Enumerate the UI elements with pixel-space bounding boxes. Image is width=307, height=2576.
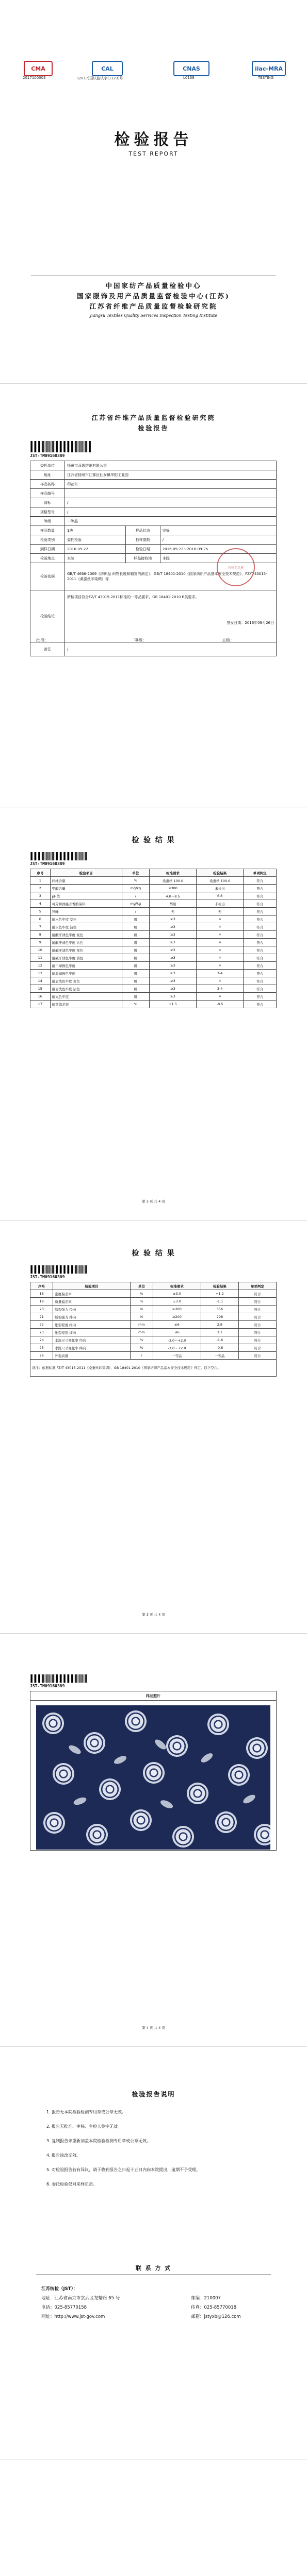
floral-motif [186,1782,209,1805]
table-row: 样品数量 1块 样品状态 完好 [30,526,277,535]
table-row: 12 耐干摩擦色牢度 级 ≥3 4 符合 [30,962,277,970]
contact-postcode: 邮编：210007 [191,2296,221,2301]
notice-title: 检验报告说明 [132,2091,175,2098]
table-row: 14 耐皂洗色牢度 变色 级 ≥3 4 符合 [30,977,277,985]
table-row: 6 耐水色牢度 变色 级 ≥3 4 符合 [30,916,277,923]
table-row: 18 密度偏差率 % ±3.0 +1.2 符合 [30,1290,277,1298]
institute-page [0,2461,307,2576]
floral-motif [85,1823,109,1846]
report-number: JST-TM09160389 [30,1684,65,1688]
table-row: 25 水洗尺寸变化率 纬向 % -3.0～+2.0 -0.8 符合 [30,1344,277,1352]
results-page-1 [0,808,307,1220]
table-row: 3 pH值 / 4.0～8.5 6.8 符合 [30,892,277,900]
table-row [30,1691,277,1701]
floral-motif [142,1761,166,1785]
notice-item: 4. 报告涂改无效。 [46,2153,81,2158]
page-number: 第 3 页 共 4 页 [142,1613,165,1617]
table-row: 10 耐碱汗渍色牢度 变色 级 ≥3 4 符合 [30,946,277,954]
results-table [30,869,277,1008]
sample-photo-page [0,1634,307,2046]
table-row: 样品编号 [30,489,277,498]
ilac-caption: TESTING [258,76,274,80]
table-row: 备注：依据标准 FZ/T 43015-2011《桑蚕丝印染绸》、GB 18401-2010《国家纺织产品基本安全技术规范》判定。以下空白。 [30,1360,277,1377]
report-barcode [30,1674,87,1683]
issue-date: 签发日期：2016年09月26日 [227,621,274,625]
inspection-stamp [217,548,255,586]
page-separator [0,383,307,384]
notice-item: 6. 委托检验仅对来样负责。 [46,2182,98,2187]
table-row: 5 异味 / 无 无 符合 [30,908,277,916]
contact-address: 地址：江苏省南京市玄武区龙蟠路 65 号 [41,2296,120,2301]
table-row: 到样日期 2016-09-22 检验日期 2016-09-22～2016-09-26 [30,545,277,554]
chief-tester-label: 主检： [222,638,234,642]
table-row: 4 可分解致癌芳香胺染料 mg/kg 禁用 未检出 符合 [30,900,277,908]
table-row: 21 断裂强力 纬向 N ≥200 298 符合 [30,1313,277,1321]
issuer-line-3: 江苏省纤维产品质量监督检验研究院 [89,302,218,310]
form-header-line-1: 江苏省纤维产品质量监督检验研究院 [91,414,216,421]
conclusion-text: 所检项目符合FZ/T 43015-2011标准的一等品要求，GB 18401-2010 B类要求。 [67,595,199,599]
results-page-2 [0,1221,307,1633]
table-row: 检验结论 所检项目符合FZ/T 43015-2011标准的一等品要求，GB 18401-2010 B类要求。 签发日期：2016年09月26日 [30,590,277,642]
table-row: 17 幅宽偏差率 % ±1.5 -0.5 符合 [30,1001,277,1008]
ilac-logo: ilac-MRA [252,61,286,76]
contact-org: 江苏纺检（JST）： [41,2286,78,2292]
table-header-row: 序号 检验项目 单位 标准要求 检验结果 单项判定 [30,1282,277,1290]
table-row: 24 水洗尺寸变化率 经向 % -3.0～+2.0 -1.6 符合 [30,1336,277,1344]
cnas-caption: L0138 [183,76,195,80]
table-row: 地址 江苏省扬州市江都区仙女镇华阳工业园 [30,470,277,480]
page-number: 第 2 页 共 4 页 [142,1199,165,1204]
contact-divider [36,2274,271,2275]
page-separator [0,1220,307,1221]
contact-fax: 传真：025-85770018 [191,2305,237,2310]
report-barcode [30,852,87,860]
table-row: 备注 / [30,642,277,656]
report-barcode [30,441,92,452]
cal-logo: CAL [92,61,123,76]
table-row: 15 耐皂洗色牢度 沾色 级 ≥3 3-4 符合 [30,985,277,993]
cnas-logo: CNAS [173,61,209,76]
leaf-motif [200,1752,214,1765]
page-number: 第 4 页 共 4 页 [142,2026,165,2030]
fabric-sample-photo [36,1705,270,1850]
floral-motif [227,1763,251,1787]
notice-item: 5. 对检验报告若有异议，请于收到报告之日起十五日内向本院提出，逾期不予受理。 [46,2167,201,2172]
table-row: 7 耐水色牢度 沾色 级 ≥3 4 符合 [30,923,277,931]
report-form-page [0,384,307,807]
issuer-line-2: 国家服饰及用产品质量监督检验中心(江苏) [77,292,230,300]
cma-caption: 2017100003 [23,76,46,80]
floral-motif [41,1711,65,1735]
floral-motif [171,1825,195,1849]
table-row: 商标 / [30,498,277,507]
table-header-row: 序号 检验项目 单位 标准要求 检验结果 单项判定 [30,869,277,877]
notice-item: 2. 报告无批准、审核、主检人签字无效。 [46,2124,122,2129]
contact-title: 联 系 方 式 [135,2265,172,2272]
table-row: 8 耐酸汗渍色牢度 变色 级 ≥3 4 符合 [30,931,277,939]
table-row: 检验地点 本院 样品接收地 本院 [30,554,277,563]
floral-motif [253,1823,270,1846]
report-number: JST-TM09160389 [30,453,65,458]
cal-caption: (2017)国认监认字(1123)号 [77,76,123,80]
table-row: 16 耐光色牢度 级 ≥3 4 符合 [30,993,277,1001]
contact-email[interactable]: 邮箱：jstyxb@126.com [191,2314,241,2319]
notice-item: 1. 报告无本院检验检测专用章或公章无效。 [46,2110,126,2114]
floral-motif [245,1736,269,1760]
table-row: 1 纤维含量 % 桑蚕丝 100.0 桑蚕丝 100.0 符合 [30,877,277,885]
floral-motif [98,1777,122,1801]
cma-logo: CMA [24,61,53,76]
contact-website[interactable]: 网址：http://www.jst-gov.com [41,2314,105,2319]
form-header-line-2: 检验报告 [138,425,169,432]
table-row: 检验类别 委托检验 抽样基数 / [30,535,277,545]
table-row: 22 纰裂程度 经向 mm ≤6 2.8 符合 [30,1321,277,1329]
stamp-text: 检验专用章 [228,566,244,570]
report-number: JST-TM09160389 [30,861,65,866]
table-row: 等级 一等品 [30,517,277,526]
table-row: 样品名称 印花布 [30,480,277,489]
floral-motif [52,1762,75,1786]
floral-motif [214,1810,238,1834]
leaf-motif [73,1796,88,1806]
table-row: 11 耐碱汗渍色牢度 沾色 级 ≥3 4 符合 [30,954,277,962]
floral-motif [165,1734,189,1758]
page-separator [0,2046,307,2047]
results-title: 检 验 结 果 [132,836,175,844]
cover-page [0,0,307,383]
issuer-line-1: 中国家纺产品质量检验中心 [105,282,202,290]
issuer-english: Jiangsu Textiles Quality Services Inspection Testing Institute [90,313,217,318]
floral-motif [129,1808,153,1832]
floral-motif [83,1731,106,1755]
reviewer-label: 审核： [134,638,147,642]
report-subtitle: TEST REPORT [128,150,179,157]
table-row: 委托单位 扬州市菲逸纺织有限公司 [30,461,277,470]
table-row: 2 甲醛含量 mg/kg ≤300 未检出 符合 [30,885,277,892]
page-separator [0,1633,307,1634]
contact-phone: 电话：025-85770158 [41,2305,87,2310]
results-title: 检 验 结 果 [132,1249,175,1258]
report-number: JST-TM09160389 [30,1275,65,1279]
floral-motif [42,1811,66,1835]
results-table [30,1282,277,1377]
leaf-motif [242,1793,257,1805]
leaf-motif [68,1743,83,1755]
table-row: 20 断裂强力 经向 N ≥200 356 符合 [30,1306,277,1313]
photo-header: 样品照片 [30,1691,277,1701]
table-row: 9 耐酸汗渍色牢度 沾色 级 ≥3 4 符合 [30,939,277,946]
notice-page [0,2047,307,2460]
table-row: 13 耐湿摩擦色牢度 级 ≥3 3-4 符合 [30,970,277,977]
table-row: 23 纰裂程度 纬向 mm ≤6 3.1 符合 [30,1329,277,1336]
floral-motif [206,1713,230,1736]
leaf-motif [159,1799,174,1810]
approver-label: 批准： [36,638,49,642]
notice-item: 3. 复制报告未重新加盖本院检验检测专用章或公章无效。 [46,2139,151,2143]
table-row: 26 外观质量 / 一等品 一等品 符合 [30,1352,277,1360]
table-row: 规格型号 / [30,507,277,517]
report-title: 检验报告 [114,131,193,149]
report-barcode [30,1265,87,1274]
floral-motif [124,1709,148,1733]
table-row: 19 质量偏差率 % ±3.0 -1.1 符合 [30,1298,277,1306]
table-row: 检验依据 GB/T 4666-2009《纺织品 织物长度和幅宽的测定》、GB/T 18401-2010《国家纺织产品基本安全技术规范》、FZ/T 43015-2011《桑蚕丝印染绸》等 [30,563,277,590]
leaf-motif [113,1754,128,1766]
